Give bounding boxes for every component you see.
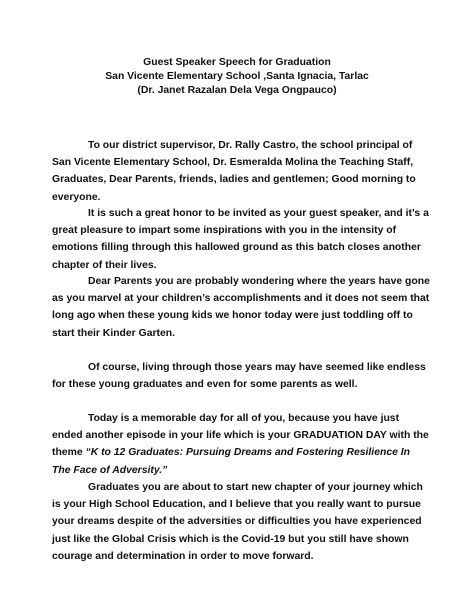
graduation-day-text: Today is a memorable day for all of you, because you have just ended another episode in your life which is your GRADUATION DAY with the theme [52, 413, 429, 459]
graduation-theme: “K to 12 Graduates: Pursuing Dreams and Fostering Resilience In The Face of Adversity.” [52, 447, 410, 476]
paragraph-honor: It is such a great honor to be invited as your guest speaker, and it’s a great pleasure to impart some inspirations with you in the intensity of emotions filling through this hallowed ground as this batch closes another chapter of their lives. [52, 208, 429, 271]
paragraph-high-school: Graduates you are about to start new chapter of your journey which is your High School Education, and I believe that you really want to pursue your dreams despite of the adversities or difficulties you have experienced just like the Global Crisis which is the Covid-19 but you still have shown courage and determination in order to move forward. [52, 482, 423, 562]
speaker-name: (Dr. Janet Razalan Dela Vega Ongpauco) [137, 85, 337, 97]
paragraph-living-years: Of course, living through those years may have seemed like endless for these young graduates and even for some parents as well. [52, 362, 426, 391]
school-name: San Vicente Elementary School ,Santa Ignacia, Tarlac [105, 71, 369, 83]
paragraph-graduation-day [52, 410, 430, 479]
paragraph-greeting: To our district supervisor, Dr. Rally Castro, the school principal of San Vicente Elementary School, Dr. Esmeralda Molina the Teaching Staff, Graduates, Dear Parents, friends, ladies and gentlemen; Good morning to everyone. [52, 140, 416, 203]
paragraph-parents: Dear Parents you are probably wondering where the years have gone as you marvel at your children’s accomplishments and it does not seem that long ago when these young kids we honor today were just toddling off to start their Kinder Garten. [52, 276, 430, 339]
document-header [40, 56, 434, 99]
document-title: Guest Speaker Speech for Graduation [143, 57, 331, 68]
